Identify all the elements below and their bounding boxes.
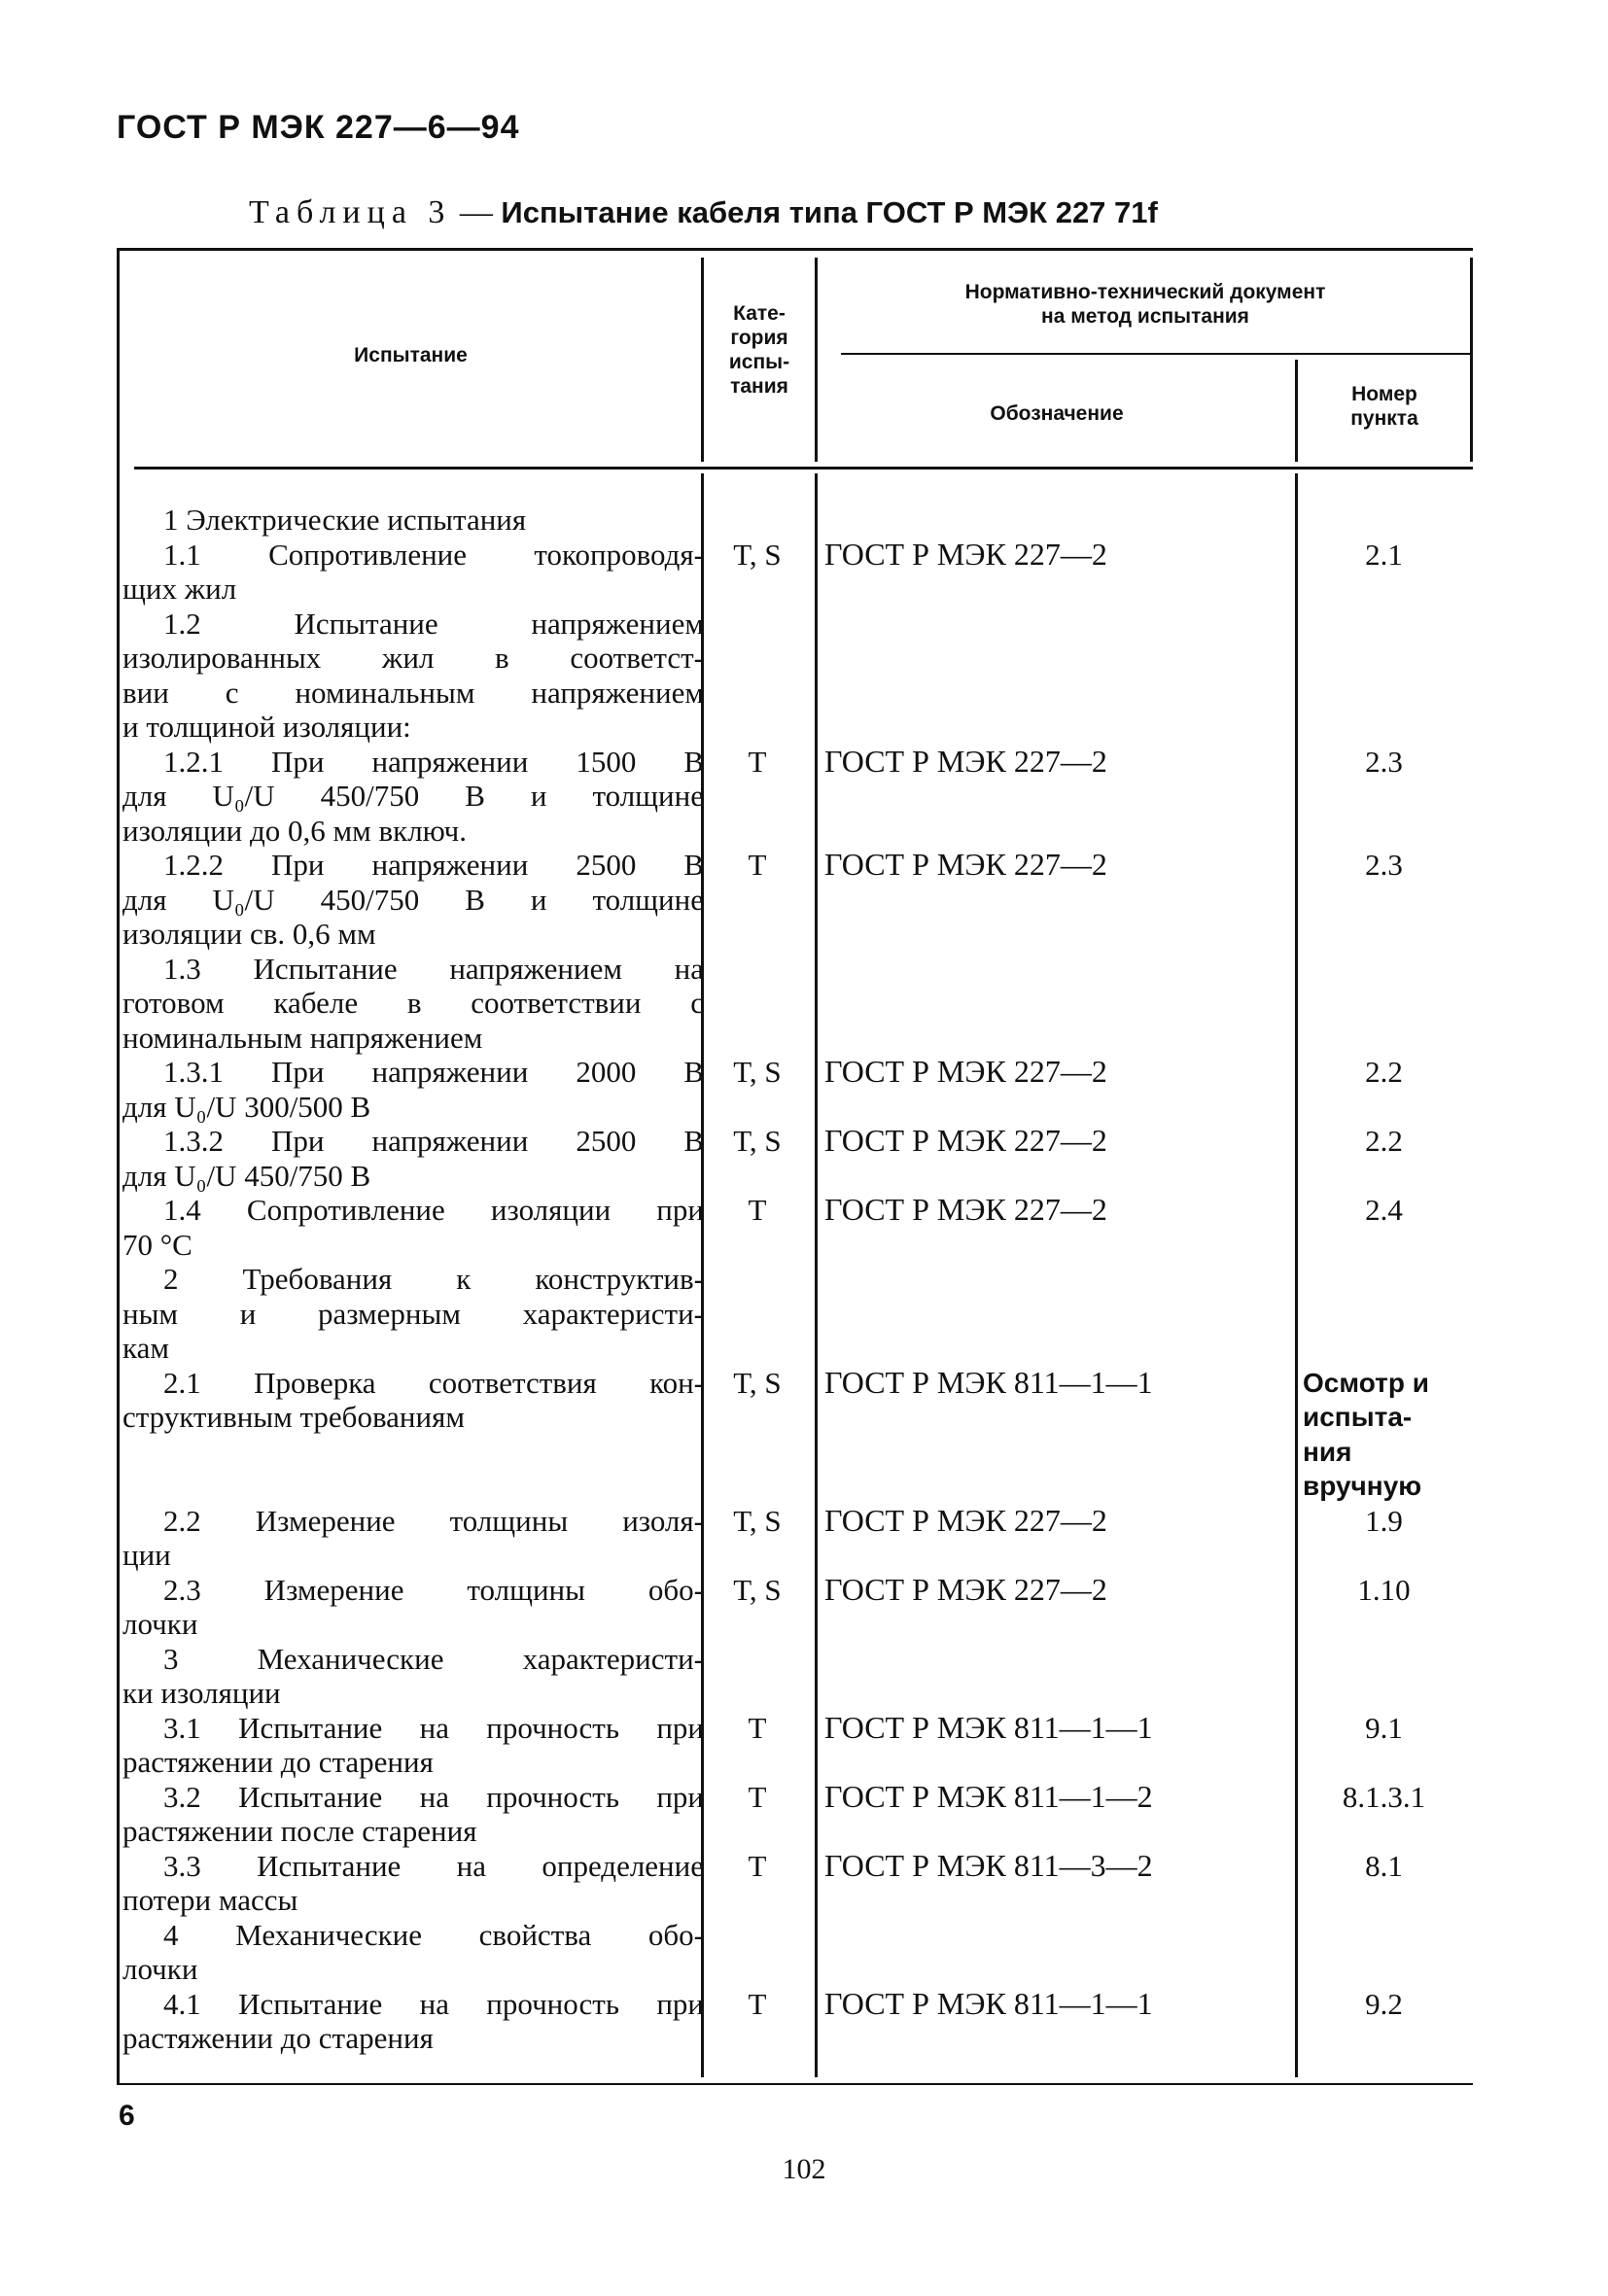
test-name-line: 3.3 Испытание на определение (163, 1848, 704, 1883)
document-cell: ГОСТ Р МЭК 811—1—2 (824, 1778, 1153, 1814)
test-name-line: для U₀/U 450/750 В (122, 1158, 371, 1193)
test-name-cell (122, 1711, 704, 1780)
header-test: Испытание (354, 344, 468, 366)
table-right-border (1470, 258, 1473, 462)
clause-cell (1299, 848, 1469, 883)
table-top-rule (117, 248, 1473, 251)
test-name-line: 70 °С (122, 1227, 192, 1262)
clause-line: 9.2 (1365, 1986, 1403, 2021)
category-cell: T (748, 848, 767, 882)
test-name-line: 1.1 Сопротивление токопроводя- (163, 537, 704, 572)
test-name-line: растяжении до старения (122, 2021, 434, 2055)
test-name-line: 1.3 Испытание напряжением на (163, 951, 704, 986)
clause-line: 2.2 (1365, 1124, 1403, 1158)
caption-label: Таблица 3 (249, 194, 452, 230)
clause-line: 8.1 (1365, 1848, 1403, 1883)
test-name-line: 2.3 Измерение толщины обо- (163, 1572, 704, 1607)
column-divider-clause (1295, 360, 1298, 462)
header-category: Кате- гория испы- тания (728, 302, 790, 398)
test-name-line: 1.3.1 При напряжении 2000 В (163, 1055, 704, 1089)
document-cell: ГОСТ Р МЭК 227—2 (824, 1123, 1107, 1158)
test-name-line: лочки (122, 1952, 198, 1986)
test-name-line: ции (122, 1538, 171, 1572)
test-name-cell (122, 1262, 704, 1366)
test-name-cell (122, 1366, 704, 1435)
test-name-cell (122, 607, 704, 745)
test-name-line: 4 Механические свойства обо- (163, 1917, 704, 1952)
table-caption (249, 194, 1158, 231)
test-name-line: 1.2.1 При напряжении 1500 В (163, 744, 704, 779)
table-subheader-rule (841, 353, 1473, 355)
clause-cell (1299, 1711, 1469, 1746)
test-name-line: 3.1 Испытание на прочность при (163, 1710, 704, 1745)
test-name-line: изоляции до 0,6 мм включ. (122, 813, 467, 848)
test-name-line: 3 Механические характеристи- (163, 1641, 704, 1676)
document-cell: ГОСТ Р МЭК 811—1—1 (824, 1364, 1153, 1400)
document-cell: ГОСТ Р МЭК 227—2 (824, 847, 1107, 882)
test-name-cell (122, 1055, 704, 1124)
clause-cell (1299, 745, 1469, 780)
test-name-line: 2.1 Проверка соответствия кон- (163, 1365, 704, 1400)
document-cell: ГОСТ Р МЭК 811—1—1 (824, 1709, 1153, 1745)
test-name-cell (122, 745, 704, 849)
test-name-line: для U₀/U 450/750 В и толщине (122, 779, 704, 813)
clause-line: 2.3 (1365, 848, 1403, 882)
test-name-cell (122, 1124, 704, 1193)
category-cell: T (748, 1986, 767, 2021)
table-bottom-rule (117, 2083, 1473, 2085)
clause-line: 2.3 (1365, 744, 1403, 779)
category-cell: T (748, 1710, 767, 1745)
clause-line: Осмотр и (1303, 1367, 1429, 1398)
test-name-line: изолированных жил в соответст- (122, 641, 704, 675)
table-header-rule (134, 467, 1473, 470)
test-name-line: растяжении после старения (122, 1814, 477, 1848)
document-cell: ГОСТ Р МЭК 227—2 (824, 1192, 1107, 1227)
category-cell: T (748, 744, 767, 779)
test-name-cell (122, 1780, 704, 1849)
test-name-cell (122, 503, 704, 538)
clause-cell (1299, 1055, 1469, 1090)
document-cell: ГОСТ Р МЭК 227—2 (824, 1054, 1107, 1089)
page-header: ГОСТ Р МЭК 227—6—94 (117, 109, 520, 146)
test-name-line: и толщиной изоляции: (122, 710, 411, 744)
category-cell: T, S (733, 1365, 782, 1400)
test-name-line: вии с номинальным напряжением (122, 675, 704, 710)
clause-cell (1299, 1124, 1469, 1159)
clause-cell (1299, 538, 1469, 573)
test-name-line: щих жил (122, 572, 237, 606)
column-divider-document-body (815, 473, 818, 2077)
column-divider-clause-body (1295, 473, 1298, 2077)
test-table (117, 248, 1473, 2085)
clause-line: 8.1.3.1 (1342, 1779, 1426, 1814)
test-name-cell (122, 538, 704, 607)
table-left-border (117, 248, 120, 2085)
header-document-group: Нормативно-технический документ на метод испытания (964, 281, 1326, 328)
caption-title: Испытание кабеля типа ГОСТ Р МЭК 227 71f (501, 195, 1158, 229)
page-mark: 6 (119, 2100, 135, 2132)
test-name-line: кам (122, 1331, 169, 1365)
test-name-line: 1.2 Испытание напряжением (163, 606, 704, 641)
document-cell: ГОСТ Р МЭК 227—2 (824, 536, 1107, 572)
clause-line: 9.1 (1365, 1710, 1403, 1745)
test-name-line: ки изоляции (122, 1676, 281, 1710)
clause-cell (1299, 1573, 1469, 1608)
clause-line: 1.9 (1365, 1503, 1403, 1538)
test-name-line: лочки (122, 1607, 198, 1641)
category-cell: T, S (733, 537, 782, 572)
clause-cell (1299, 1193, 1469, 1228)
category-cell: T (748, 1193, 767, 1227)
test-name-line: 4.1 Испытание на прочность при (163, 1986, 704, 2021)
clause-line: 2.2 (1365, 1055, 1403, 1089)
clause-line: испыта- (1303, 1402, 1413, 1432)
test-name-cell (122, 1573, 704, 1642)
test-name-cell (122, 1987, 704, 2056)
test-name-cell (122, 1193, 704, 1262)
document-cell: ГОСТ Р МЭК 227—2 (824, 1571, 1107, 1607)
test-name-line: 1.2.2 При напряжении 2500 В (163, 848, 704, 882)
test-name-line: 3.2 Испытание на прочность при (163, 1779, 704, 1814)
caption-separator: — (451, 194, 502, 230)
clause-cell (1299, 1987, 1469, 2022)
category-cell: T, S (733, 1503, 782, 1538)
clause-cell (1299, 1366, 1469, 1504)
clause-line: 1.10 (1357, 1572, 1411, 1607)
test-name-cell (122, 1849, 704, 1918)
clause-line: 2.4 (1365, 1193, 1403, 1227)
clause-line: вручную (1303, 1471, 1422, 1501)
test-name-line: готовом кабеле в соответствии с (122, 986, 704, 1020)
category-cell: T (748, 1848, 767, 1883)
clause-line: ния (1303, 1436, 1352, 1467)
page-number: 102 (782, 2153, 826, 2185)
test-name-line: потери массы (122, 1883, 298, 1917)
test-name-line: растяжении до старения (122, 1745, 434, 1779)
header-clause: Номер пункта (1350, 383, 1418, 430)
test-name-cell (122, 1504, 704, 1573)
column-divider-document (815, 258, 818, 462)
header-designation: Обозначение (990, 402, 1124, 425)
test-name-cell (122, 1642, 704, 1711)
category-cell: T (748, 1779, 767, 1814)
test-name-line: 1.4 Сопротивление изоляции при (163, 1193, 704, 1227)
document-cell: ГОСТ Р МЭК 811—3—2 (824, 1847, 1153, 1883)
category-cell: T, S (733, 1572, 782, 1607)
test-name-line: ным и размерным характеристи- (122, 1296, 704, 1331)
test-name-line: 2.2 Измерение толщины изоля- (163, 1503, 704, 1538)
test-name-line: 1.3.2 При напряжении 2500 В (163, 1124, 704, 1158)
clause-line: 2.1 (1365, 537, 1403, 572)
category-cell: T, S (733, 1055, 782, 1089)
test-name-cell (122, 952, 704, 1056)
test-name-line: для U₀/U 450/750 В и толщине (122, 882, 704, 917)
column-divider-category (701, 258, 704, 462)
test-name-line: 2 Требования к конструктив- (163, 1262, 704, 1296)
test-name-cell (122, 848, 704, 952)
document-cell: ГОСТ Р МЭК 811—1—1 (824, 1985, 1153, 2021)
clause-cell (1299, 1849, 1469, 1884)
clause-cell (1299, 1780, 1469, 1815)
document-cell: ГОСТ Р МЭК 227—2 (824, 743, 1107, 779)
test-name-line: для U₀/U 300/500 В (122, 1089, 371, 1124)
test-name-line: изоляции св. 0,6 мм (122, 917, 376, 951)
test-name-cell (122, 1918, 704, 1987)
clause-cell (1299, 1504, 1469, 1539)
category-cell: T, S (733, 1124, 782, 1158)
test-name-line: номинальным напряжением (122, 1020, 483, 1055)
document-cell: ГОСТ Р МЭК 227—2 (824, 1502, 1107, 1538)
test-name-line: структивным требованиям (122, 1400, 465, 1434)
test-name-line: 1 Электрические испытания (163, 503, 527, 537)
